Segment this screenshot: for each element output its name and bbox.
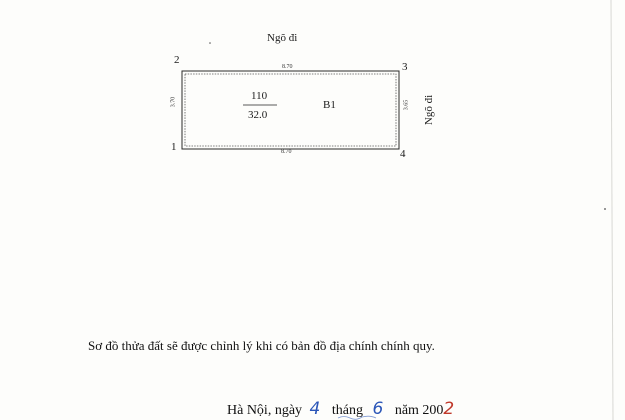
- date-place-day: Hà Nội, ngày: [227, 403, 303, 418]
- dimension-right: 3.65: [403, 99, 410, 111]
- dimension-left: 3.70: [170, 96, 177, 108]
- date-month-handwritten: 6: [372, 399, 384, 419]
- date-month-label: tháng: [331, 403, 363, 418]
- corner-label-2: 2: [174, 54, 180, 66]
- dimension-top: 8.70: [282, 64, 293, 70]
- date-day-handwritten: 4: [309, 399, 321, 419]
- parcel-number: 110: [251, 90, 268, 102]
- date-year-label: năm 200: [394, 403, 444, 418]
- adjustment-note: Sơ đồ thửa đất sẽ được chỉnh lý khi có bản đồ địa chính chính quy.: [88, 338, 435, 353]
- corner-label-3: 3: [402, 61, 408, 73]
- block-label: B1: [323, 99, 336, 111]
- corner-label-4: 4: [400, 148, 406, 160]
- road-label-top: Ngõ đi: [267, 32, 298, 44]
- parcel-area: 32.0: [248, 109, 268, 121]
- dimension-bottom: 8.70: [281, 149, 292, 155]
- date-year-handwritten: 2: [443, 399, 455, 419]
- corner-label-1: 1: [171, 141, 177, 153]
- road-label-right: Ngõ đi: [423, 94, 436, 126]
